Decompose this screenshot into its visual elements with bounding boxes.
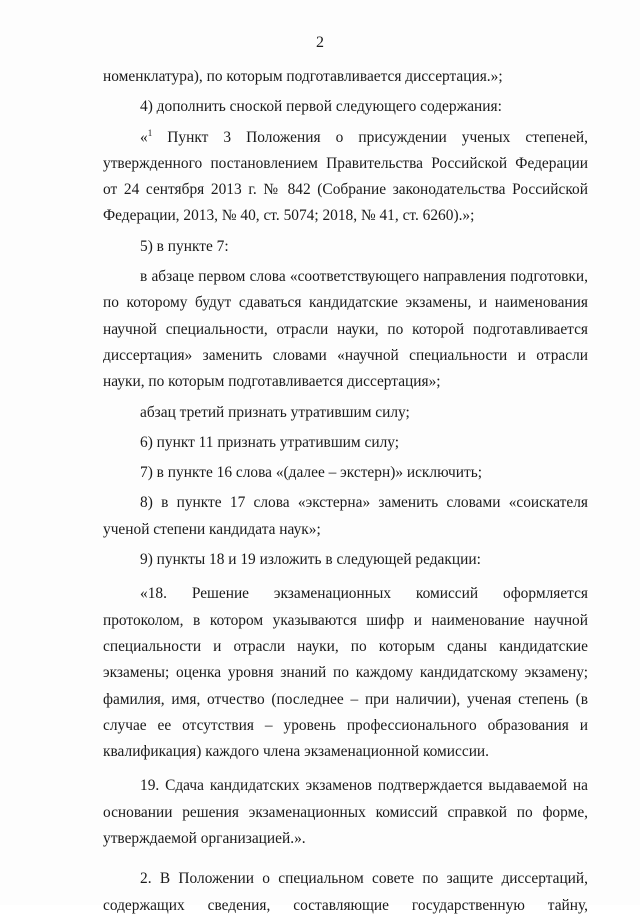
paragraph-footnote-text (103, 125, 588, 230)
paragraph-item-9: 9) пункты 18 и 19 изложить в следующей редакции: (140, 551, 481, 569)
paragraph-item-6: 6) пункт 11 признать утратившим силу; (140, 433, 400, 451)
footnote-open-quote: « (140, 128, 148, 146)
document-body (103, 64, 588, 919)
paragraph-item-7: 7) в пункте 16 слова «(далее – экстерн)» исключить; (140, 464, 482, 482)
paragraph-item-4: 4) дополнить сноской первой следующего содержания: (140, 98, 502, 116)
paragraph-continuation: номенклатура), по которым подготавливается диссертация.»; (103, 68, 503, 85)
page-number: 2 (316, 34, 324, 51)
paragraph-item-5-first: в абзаце первом слова «соответствующего направления подготовки, по которому будут сдаваться кандидатские экзамены, и наименования научной специальности, отрасли науки, по которой подготавливается диссертация» заменить словами «научной специальности и отрасли науки, по которым подготавливается диссертация»; (103, 268, 588, 391)
paragraph-item-5: 5) в пункте 7: (140, 237, 229, 255)
paragraph-section-2: 2. В Положении о специальном совете по защите диссертаций, содержащих сведения, составляющие государственную тайну, (103, 870, 588, 914)
paragraph-point-19: 19. Сдача кандидатских экзаменов подтверждается выдаваемой на основании решения экзаменационных комиссий справкой по форме, утверждаемой организацией.». (103, 777, 588, 848)
paragraph-item-5-third: абзац третий признать утратившим силу; (140, 403, 410, 421)
paragraph-point-18: «18. Решение экзаменационных комиссий оформляется протоколом, в котором указываются шифр и наименование научной специальности и отрасли науки, по которым сданы кандидатские экзамены; оценка уровня знаний по каждому кандидатскому экзамену; фамилия, имя, отчество (последнее – при наличии), ученая степень (в случае ее отсутствия – уровень профессионального образования и квалификация) каждого члена экзаменационной комиссии. (103, 585, 588, 761)
footnote-body: Пункт 3 Положения о присуждении ученых степеней, утвержденного постановлением Правительства Российской Федерации от 24 сентября 2013 г. № 842 (Собрание законодательства Российской Федерации, 2013, № 40, ст. 5074; 2018, № 41, ст. 6260).»; (103, 128, 588, 225)
footnote-marker: 1 (147, 127, 153, 138)
paragraph-item-8: 8) в пункте 17 слова «экстерна» заменить словами «соискателя ученой степени кандидата наук»; (103, 494, 588, 538)
